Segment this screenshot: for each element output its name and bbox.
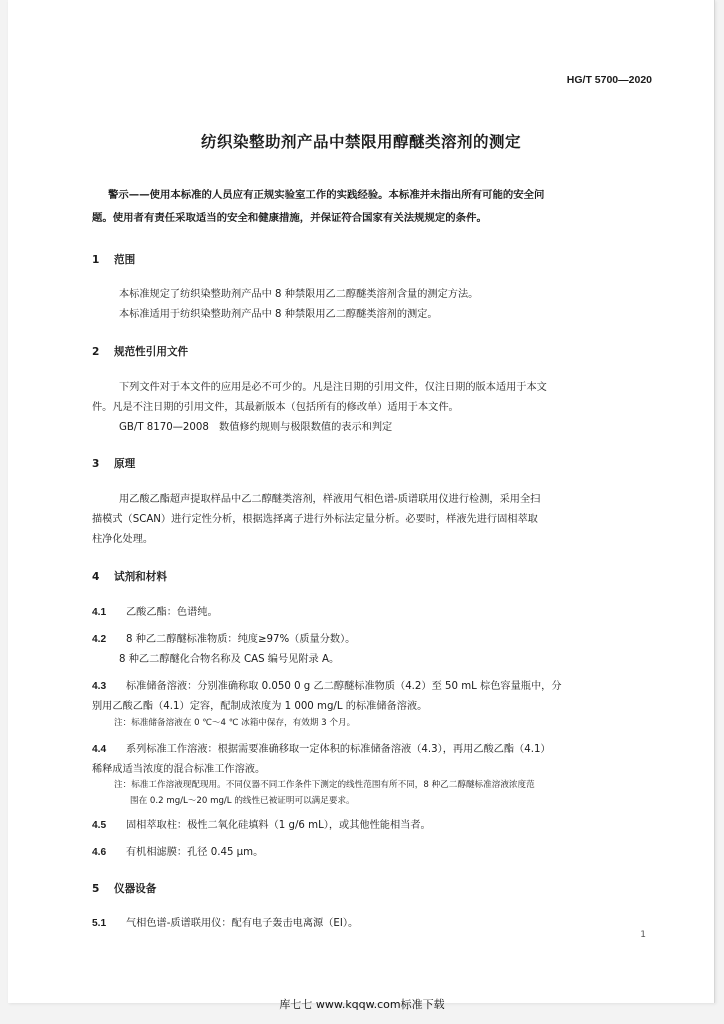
clause-text: 固相萃取柱：极性二氧化硅填料（1 g/6 mL），或其他性能相当者。 — [126, 820, 431, 831]
normative-text-line-2: 件。凡是不注日期的引用文件，其最新版本（包括所有的修改单）适用于本文件。 — [92, 402, 459, 413]
clause-text: 标准储备溶液：分别准确称取 0.050 0 g 乙二醇醚标准物质（4.2）至 50 mL 棕色容量瓶中，分 — [126, 681, 562, 692]
clause-4-5 — [92, 816, 431, 831]
section-5-heading — [92, 881, 156, 896]
section-3-heading — [92, 456, 135, 471]
section-title: 规范性引用文件 — [114, 346, 189, 358]
principle-line-2: 描模式（SCAN）进行定性分析，根据选择离子进行外标法定量分析。必要时，样液先进行固相萃取 — [92, 514, 538, 525]
section-number: 4 — [92, 571, 100, 583]
footer-watermark: 库七七 www.kqqw.com标准下载 — [279, 998, 445, 1011]
clause-number: 5.1 — [92, 918, 107, 929]
warning-line-2: 题。使用者有责任采取适当的安全和健康措施，并保证符合国家有关法规规定的条件。 — [92, 212, 487, 224]
clause-4-3 — [92, 677, 562, 692]
section-1-heading — [92, 252, 135, 267]
clause-number: 4.1 — [92, 607, 107, 618]
warning-line-1: 警示——使用本标准的人员应有正规实验室工作的实践经验。本标准并未指出所有可能的安全问 — [108, 189, 545, 201]
principle-line-3: 柱净化处理。 — [92, 534, 154, 545]
clause-4-3-note: 注：标准储备溶液在 0 ℃～4 ℃ 冰箱中保存，有效期 3 个月。 — [114, 718, 356, 728]
clause-number: 4.3 — [92, 681, 107, 692]
clause-number: 4.6 — [92, 847, 107, 858]
clause-5-1 — [92, 914, 358, 929]
clause-4-4 — [92, 740, 551, 755]
section-number: 1 — [92, 254, 100, 266]
section-title: 仪器设备 — [114, 883, 157, 895]
page-title: 纺织染整助剂产品中禁限用醇醚类溶剂的测定 — [200, 133, 521, 151]
clause-text: 系列标准工作溶液：根据需要准确移取一定体积的标准储备溶液（4.3），再用乙酸乙酯（4.1） — [126, 744, 551, 755]
page-number: 1 — [640, 930, 646, 940]
clause-4-2 — [92, 630, 355, 645]
clause-4-6 — [92, 843, 263, 858]
section-title: 试剂和材料 — [114, 571, 167, 583]
standard-code: HG/T 5700—2020 — [566, 74, 652, 86]
section-title: 原理 — [114, 458, 136, 470]
clause-4-2-continuation: 8 种乙二醇醚化合物名称及 CAS 编号见附录 A。 — [119, 654, 340, 665]
clause-number: 4.2 — [92, 634, 107, 645]
clause-4-4-note-line-1: 注：标准工作溶液现配现用。不同仪器不同工作条件下测定的线性范围有所不同，8 种乙二醇醚标准溶液浓度范 — [114, 780, 535, 790]
section-title: 范围 — [114, 254, 136, 266]
section-number: 3 — [92, 458, 100, 470]
section-number: 5 — [92, 883, 100, 895]
scope-paragraph-1: 本标准规定了纺织染整助剂产品中 8 种禁限用乙二醇醚类溶剂含量的测定方法。 — [119, 289, 479, 300]
clause-number: 4.5 — [92, 820, 107, 831]
section-number: 2 — [92, 346, 100, 358]
section-2-heading — [92, 344, 188, 359]
normative-reference: GB/T 8170—2008 数值修约规则与极限数值的表示和判定 — [119, 422, 393, 433]
document-page — [8, 0, 715, 1003]
clause-number: 4.4 — [92, 744, 107, 755]
principle-line-1: 用乙酸乙酯超声提取样品中乙二醇醚类溶剂，样液用气相色谱-质谱联用仪进行检测，采用全扫 — [119, 494, 541, 505]
clause-text: 有机相滤膜：孔径 0.45 μm。 — [126, 847, 264, 858]
clause-4-3-line-2: 别用乙酸乙酯（4.1）定容，配制成浓度为 1 000 mg/L 的标准储备溶液。 — [92, 701, 428, 712]
clause-text: 8 种乙二醇醚标准物质：纯度≥97%（质量分数）。 — [126, 634, 356, 645]
scope-paragraph-2: 本标准适用于纺织染整助剂产品中 8 种禁限用乙二醇醚类溶剂的测定。 — [119, 309, 438, 320]
normative-text-line-1: 下列文件对于本文件的应用是必不可少的。凡是注日期的引用文件，仅注日期的版本适用于本文 — [119, 382, 547, 393]
clause-text: 乙酸乙酯：色谱纯。 — [126, 607, 218, 618]
clause-4-4-note-line-2: 围在 0.2 mg/L～20 mg/L 的线性已被证明可以满足要求。 — [130, 796, 355, 806]
clause-4-1 — [92, 603, 218, 618]
clause-text: 气相色谱-质谱联用仪：配有电子轰击电离源（EI）。 — [126, 918, 359, 929]
clause-4-4-line-2: 稀释成适当浓度的混合标准工作溶液。 — [92, 764, 266, 775]
section-4-heading — [92, 569, 167, 584]
